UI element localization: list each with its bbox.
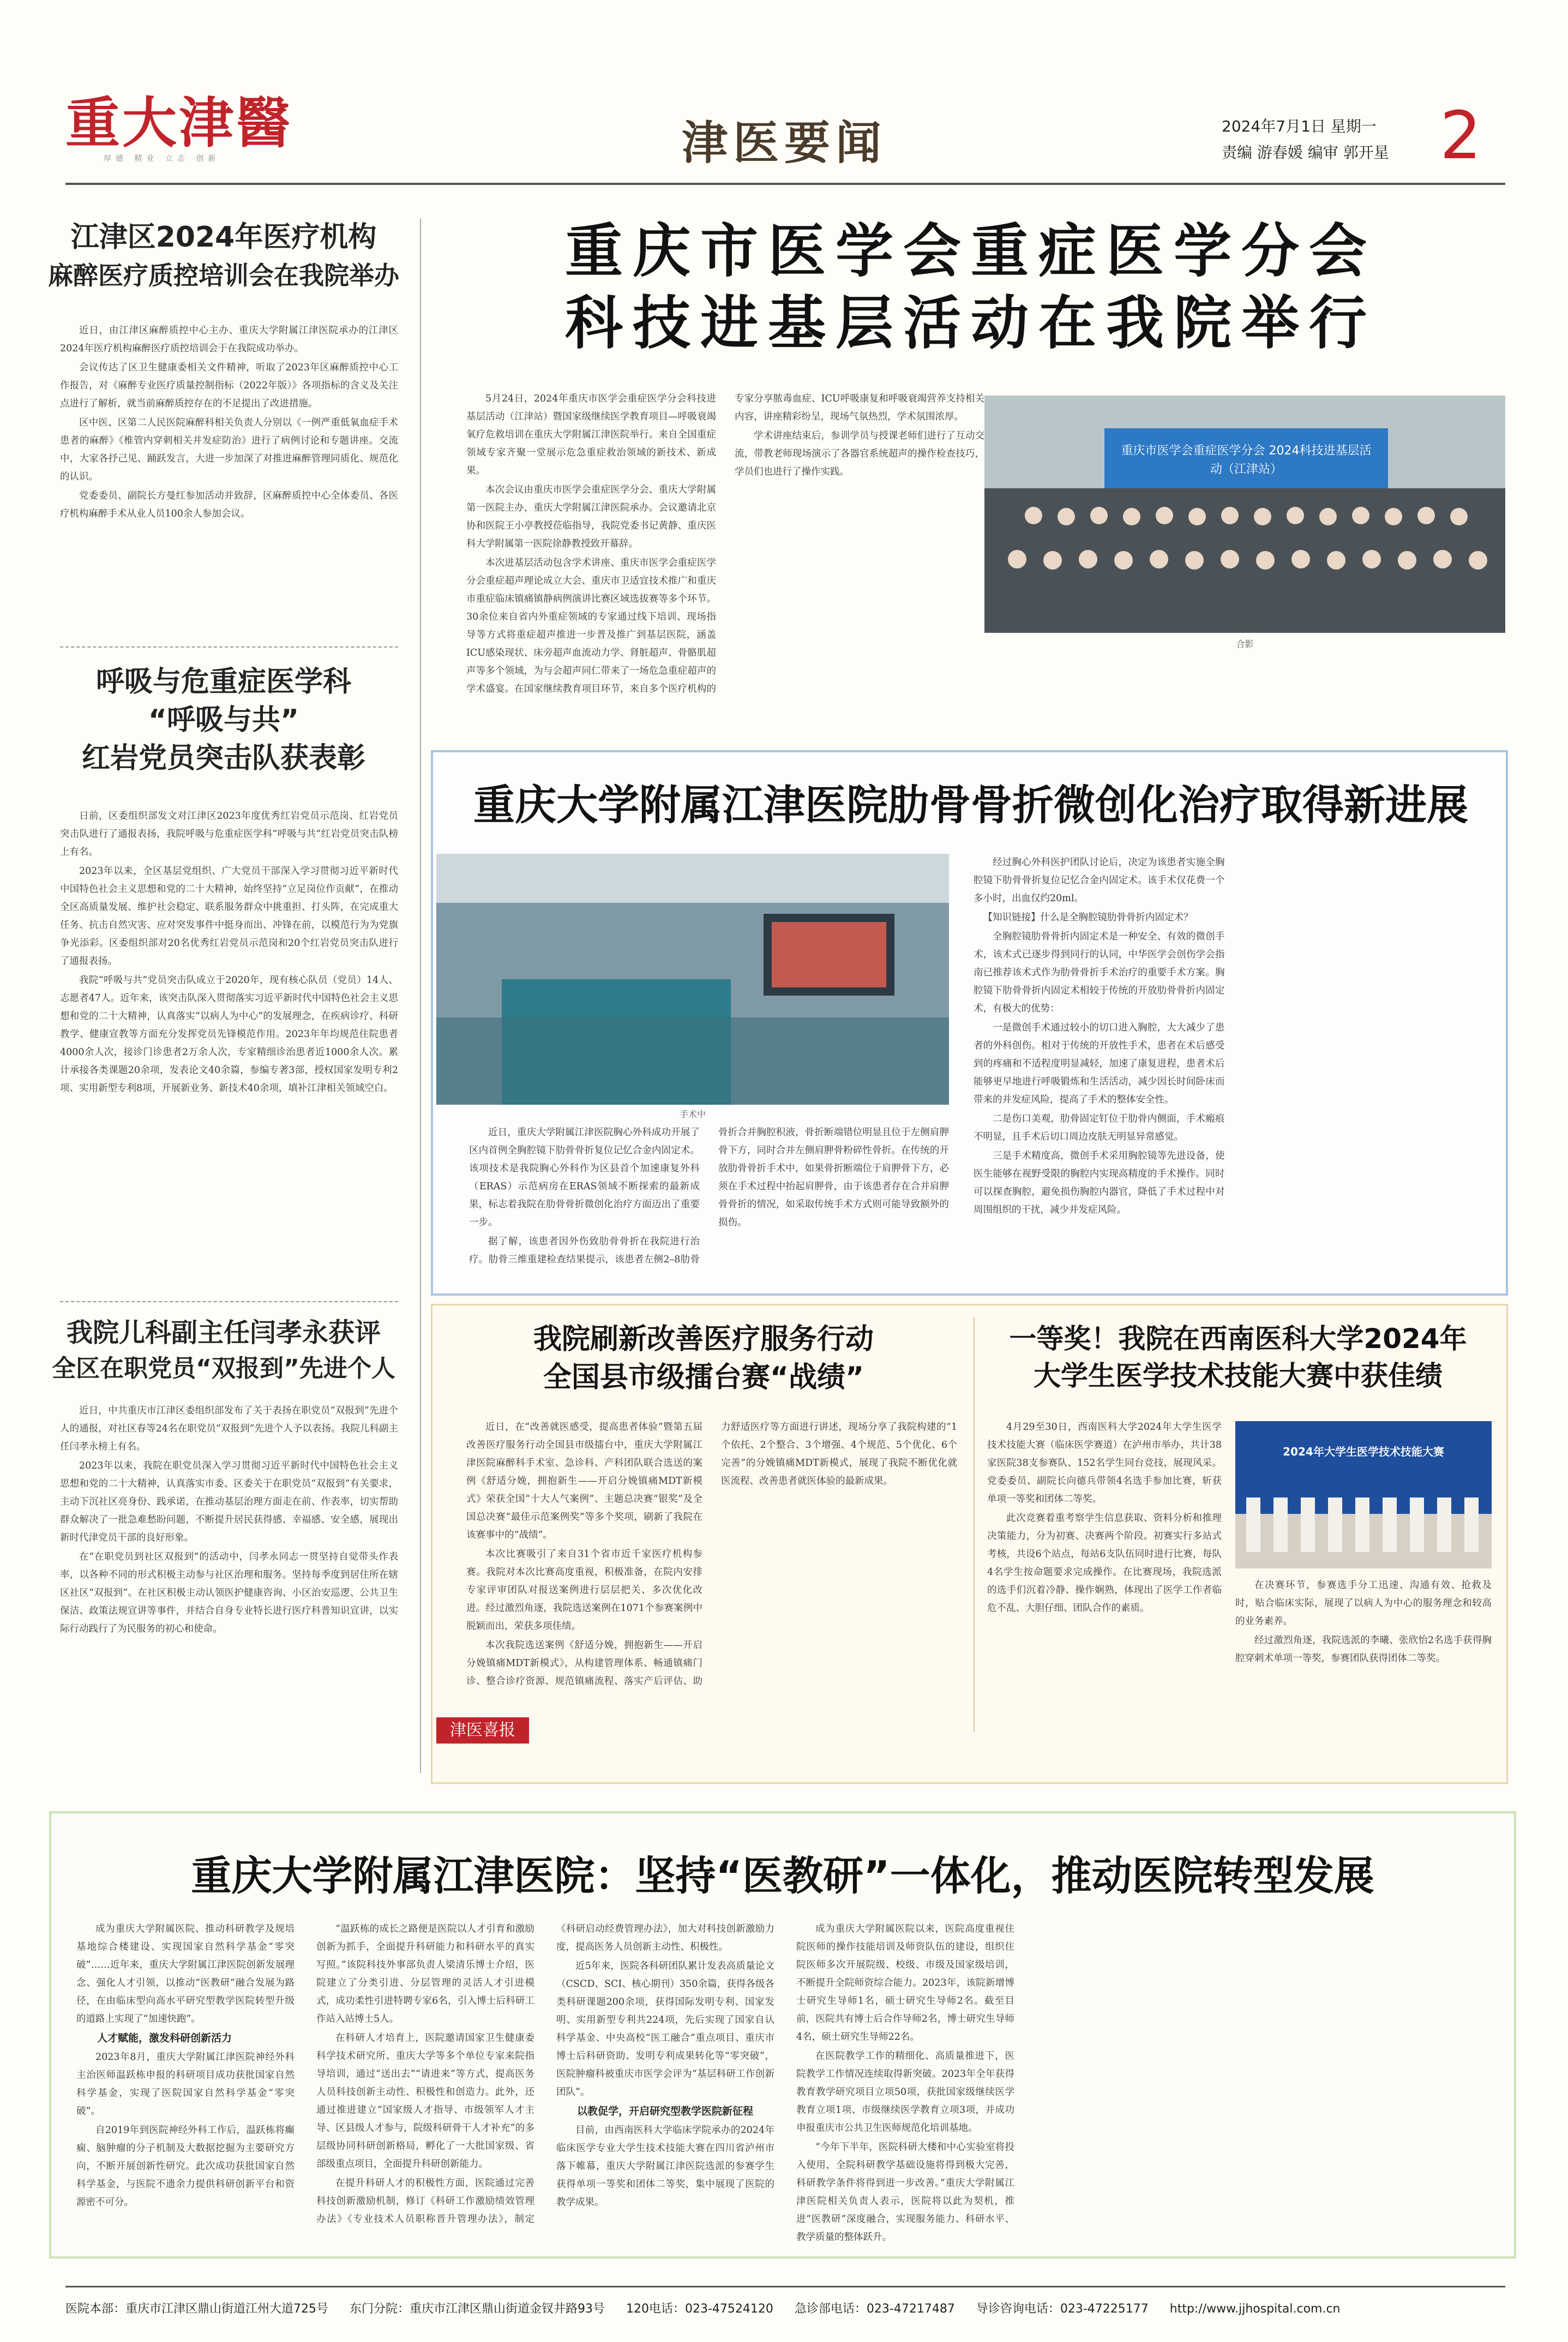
left-article-1-body (60, 322, 398, 524)
main-article-3-title-line-1: 我院刷新改善医疗服务行动 (533, 1323, 874, 1356)
section-subhead: 人才赋能，激发科研创新活力 (97, 2032, 232, 2044)
left-article-2-body (60, 807, 398, 1099)
group-photo-svg (984, 396, 1505, 633)
main-article-5-title: 重庆大学附属江津医院：坚持“医教研”一体化，推动医院转型发展 (191, 1853, 1374, 1900)
paragraph: 自2019年到医院神经外科工作后，温跃栋将癫痫、脑肿瘤的分子机制及大数据挖掘为主要研究方向，不断开展创新性研究。此次成功获批国家自然科学基金，与医院不遗余力提供科研创新平台和资源密不可分。 (76, 2125, 295, 2208)
editors: 责编 游春媛 编审 郭开星 (1222, 143, 1389, 161)
main-article-3-title-line-2: 全国县市级擂台赛“战绩” (543, 1361, 864, 1394)
main-article-4-title-line-2: 大学生医学技术技能大赛中获佳绩 (1034, 1360, 1443, 1392)
main-article-2-body-a (469, 1124, 949, 1282)
paragraph: 会议传达了区卫生健康委相关文件精神，听取了2023年区麻醉质控中心工作报告，对《麻醉专业医疗质量控制指标（2022年版）》各项指标的含义及关注点进行了解析，就当前麻醉质控存在的不足提出了改进措施。 (60, 362, 398, 409)
good-news-tag: 津医喜报 (436, 1717, 529, 1744)
knowledge-link: 【知识链接】什么是全胸腔镜肋骨骨折内固定术？ (983, 912, 1193, 923)
paragraph: 日前，区委组织部发文对江津区2023年度优秀红岩党员示范岗、红岩党员突击队进行了通报表扬，我院呼吸与危重症医学科“呼吸与共”红岩党员突击队榜上有名。 (60, 811, 398, 858)
paragraph: 学术讲座结束后，参训学员与授课老师们进行了互动交流，带教老师现场演示了各器官系统超声的操作检查技巧，学员们也进行了操作实践。 (735, 430, 984, 477)
paragraph: 成为重庆大学附属医院以来，医院高度重视住院医师的操作技能培训及师资队伍的建设，组织住院医师多次开展院级、校级、市级及国家级培训，不断提升全院师资综合能力。2023年，该院新增博士研究生导师1名，硕士研究生导师2名。截至目前，医院共有博士后合作导师2名，博士研究生导师4名，硕士研究生导师22名。 (796, 1924, 1014, 2042)
paragraph: 本次比赛吸引了来自31个省市近千家医疗机构参赛。我院对本次比赛高度重视，积极准备，在院内安排专家评审团队对报送案例进行层层把关、多次优化改进。经过激烈角逐，我院选送案例在1071个参赛案例中脱颖而出，荣获多项佳绩。 (466, 1549, 702, 1632)
main-article-1-title (436, 215, 1505, 360)
paragraph: 此次竞赛着重考察学生信息获取、资料分析和推理决策能力，分为初赛、决赛两个阶段。初赛实行多站式考核，共设6个站点，每站6支队伍同时进行比赛，每队4名学生按命题要求完成操作。在比赛现场，我院选派的选手们沉着冷静、操作娴熟，体现出了医学工作者临危不乱、大胆仔细、团队合作的素质。 (987, 1513, 1222, 1614)
left-article-3-title (44, 1315, 404, 1387)
paragraph: 在医院教学工作的精细化、高质量推进下，医院教学工作情况连续取得新突破。2023年全年获得教育教学研究项目立项50项，获批国家级继续医学教育立项1项、市级继续医学教育立项3项，并成功申报重庆市公共卫生医师规范化培训基地。 (796, 2051, 1014, 2134)
paragraph: 经过胸心外科医护团队讨论后，决定为该患者实施全胸腔镜下肋骨骨折复位记忆合金内固定术。该手术仅花费一个多小时，出血仅约20ml。 (974, 857, 1225, 904)
paragraph: 在“在职党员到社区双报到”的活动中，闫孝永同志一贯坚持自觉带头作表率，以各种不同的形式积极主动参与社区治理和服务。坚持每季度到居住所在辖区社区“双报到”。在社区积极主动认领医护健康咨询、小区治安巡逻、公共卫生保洁、政策法规宣讲等事件，并结合自身专业特长进行医疗科普知识宣讲，以实际行动践行了为民服务的初心和使命。 (60, 1552, 398, 1634)
footer-rule (65, 2286, 1505, 2287)
group-photo (984, 396, 1505, 633)
paragraph: “今年下半年，医院科研大楼和中心实验室将投入使用，全院科研教学基础设施将得到极大完善，科研教学条件将得到进一步改善。”重庆大学附属江津医院相关负责人表示，医院将以此为契机，推进“医教研”深度融合，实现服务能力、科研水平、教学质量的整体跃升。 (796, 2142, 1014, 2243)
paragraph: 二是伤口美观，肋骨固定钉位于肋骨内侧面，手术瘢痕不明显，且手术后切口周边皮肤无明显异常感觉。 (974, 1113, 1225, 1142)
main-article-4-body-b (1235, 1577, 1492, 1778)
surgery-photo-caption: 手术中 (679, 1109, 706, 1119)
top-rule (65, 183, 1505, 185)
footer-guide-phone: 导诊咨询电话：023-47225177 (976, 2302, 1149, 2316)
paragraph: 目前，由西南医科大学临床学院承办的2024年临床医学专业大学生技术技能大赛在四川省泸州市落下帷幕，重庆大学附属江津医院选派的参赛学生获得单项一等奖和团体二等奖，集中展现了医院的教学成果。 (556, 2125, 774, 2208)
left-article-2-title-line-2: “呼吸与共” (148, 704, 299, 736)
left-article-1-title-line-2: 麻醉医疗质控培训会在我院举办 (48, 261, 399, 290)
paragraph: 成为重庆大学附属医院、推动科研教学及规培基地综合楼建设、实现国家自然科学基金“零突破”……近年来，重庆大学附属江津医院创新发展理念、强化人才引领，以推动“医教研”融合发展为路径，在由临床型向高水平研究型教学医院转型升级的道路上实现了“加速快跑”。 (76, 1924, 295, 2024)
paragraph: 我院“呼吸与共”党员突击队成立于2020年，现有核心队员（党员）14人、志愿者47人。近年来，该突击队深入贯彻落实习近平新时代中国特色社会主义思想和党的二十大精神，认真落实“以病人为中心”的发展理念，在疾病诊疗、科研教学、健康宣教等方面充分发挥党员先锋模范作用。2023年年均规范住院患者4000余人次，接诊门诊患者2万余人次，专家精细诊治患者近1000余人次。累计承接各类课题20余项，发表论文40余篇，参编专著3部，授权国家发明专利2项、实用新型专利8项，开展新业务、新技术40余项，填补江津相关领域空白。 (60, 975, 398, 1094)
paragraph: 全胸腔镜肋骨骨折内固定术是一种安全、有效的微创手术，该术式已逐步得到同行的认同，中华医学会创伤学会指南已推荐该术式作为肋骨骨折手术治疗的重要手术方案。胸腔镜下肋骨骨折内固定术相较于传统的开放肋骨骨折内固定术，有极大的优势： (974, 931, 1225, 1014)
paragraph: 2023年以来，我院在职党员深入学习贯彻习近平新时代中国特色社会主义思想和党的二十大精神，认真落实市委、区委关于在职党员“双报到”有关要求，主动下沉社区亮身份、践承诺，在推动基层治理方面走在前、作表率，切实帮助群众解决了一批急难愁盼问题，不断提升居民获得感、幸福感、安全感，展现出新时代津党员干部的良好形象。 (60, 1460, 398, 1543)
paragraph: 近日，在“改善就医感受，提高患者体验”暨第五届改善医疗服务行动全国县市级擂台中，重庆大学附属江津医院麻醉科手术室、急诊科、产科团队联合选送的案例《舒适分娩，拥抱新生——开启分娩镇痛MDT新模式》荣获全国“十大人气案例”、主题总决赛“银奖”及全国总决赛“最佳示范案例奖”等多个奖项，刷新了我院在该赛事中的“战绩”。 (466, 1422, 702, 1541)
footer-main-address: 医院本部：重庆市江津区鼎山街道江州大道725号 (65, 2302, 328, 2316)
main-article-4-title-line-1: 一等奖！我院在西南医科大学2024年 (1009, 1323, 1467, 1355)
paragraph: 近5年来，医院各科研团队累计发表高质量论文（CSCD、SCI、核心期刊）350余篇，获得各级各类科研课题200余项，获得国际发明专利、国家发明、实用新型专利共224项，先后实现了国家自认科学基金、中央高校“医工融合”重点项目、重庆市博士后科研资助、发明专利成果转化等“零突破”，医院肿瘤科被重庆市医学会评为“基层科研工作创新团队”。 (556, 1961, 774, 2098)
paragraph: “温跃栋的成长之路便是医院以人才引育和激励创新为抓手，全面提升科研能力和科研水平的真实写照。”该院科技外事部负责人梁清乐博士介绍，医院建立了分类引进、分层管理的灵活人才引进模式，成功柔性引进特聘专家6名，引入博士后科研工作站入站博士5人。 (316, 1924, 534, 2024)
paragraph: 本次我院选送案例《舒适分娩，拥抱新生——开启分娩镇痛MDT新模式》，从构建管理体系、畅通镇痛门诊、整合诊疗资源、规范镇痛流程、落实产后评估、助力舒适医疗等方面进行讲述，现场分享了我院构建的“1个依托、2个整合、3个增强、4个规范、5个优化、6个完善”的分娩镇痛MDT新模式，展现了我院不断优化就医流程、改善患者就医体验的最新成果。 (466, 1422, 957, 1687)
page-number: 2 (1440, 98, 1482, 174)
main-article-1-title-line-2: 科技进基层活动在我院举行 (565, 290, 1377, 357)
paragraph: 近日，重庆大学附属江津医院胸心外科成功开展了区内首例全胸腔镜下肋骨骨折复位记忆合金内固定术。该项技术是我院胸心外科作为区县首个加速康复外科（ERAS）示范病房在ERAS领域不断探索的最新成果，标志着我院在肋骨骨折微创化治疗方面迈出了重要一步。 (469, 1127, 700, 1228)
left-article-3-body (60, 1402, 398, 1639)
paragraph: 党委委员、副院长方曼红参加活动并致辞，区麻醉质控中心全体委员、各医疗机构麻醉手术从业人员100余人参加会议。 (60, 490, 398, 519)
footer-emergency-phone: 急诊部电话：023-47217487 (794, 2302, 955, 2316)
paragraph: 2023年以来，全区基层党组织、广大党员干部深入学习贯彻习近平新时代中国特色社会主义思想和党的二十大精神，始终坚持“立足岗位作贡献”，在推动全区高质量发展、维护社会稳定、联系服务群众中挑重担、打头阵，在完成重大任务、抗击自然灾害、应对突发事件中挺身而出、冲锋在前，以模范行为为党旗争光添彩。区委组织部对20名优秀红岩党员示范岗和20个红岩党员突击队进行了通报表扬。 (60, 866, 398, 967)
main-article-1-body (466, 390, 984, 731)
paragraph: 本次进基层活动包含学术讲座、重庆市医学会重症医学分会重症超声理论成立大会、重庆市卫适宜技术推广和重庆市重症临床镇痛镇静病例演讲比赛区域选拔赛等多个环节。30余位来自省内外重症领域的专家通过线下培训、现场指导等方式将重症超声推进一步普及推广到基层医院，涵盖ICU感染现状、床旁超声血流动力学、肾脏超声、骨骼肌超声等多个领域，为与会超声同仁带来了一场危急重症超声的学术盛宴。在国家继续教育项目环节，来自多个医疗机构的专家分享脓毒血症、ICU呼吸康复和呼吸衰竭营养支持相关内容，讲座精彩纷呈，现场气氛热烈，学术氛围浓厚。 (466, 393, 984, 694)
left-article-1-title (44, 218, 404, 295)
newspaper-logo: 重大津醫 (65, 91, 292, 155)
main-article-2-body-b (974, 854, 1494, 1282)
surgery-photo-svg (436, 854, 949, 1105)
paragraph: 5月24日，2024年重庆市医学会重症医学分会科技进基层活动（江津站）暨国家级继续医学教育项目—呼吸衰竭氧疗危救培训在重庆大学附属江津医院举行。来自全国重症领域专家齐聚一堂展示危急重症救治领域的新技术、新成果。 (466, 393, 716, 476)
left-article-3-title-line-2: 全区在职党员“双报到”先进个人 (52, 1355, 395, 1382)
paragraph: 本次会议由重庆市医学会重症医学分会、重庆大学附属第一医院主办，重庆大学附属江津医院承办。会议邀请北京协和医院王小亭教授莅临指导，我院党委书记黄静、重庆医科大学附属第一医院徐静教授致开幕辞。 (466, 484, 716, 549)
section-title: 津医要闻 (682, 116, 887, 170)
main-article-3-title (436, 1320, 971, 1397)
paragraph: 经过激烈角逐，我院选派的李曦、张欣怡2名选手获得胸腔穿刺术单项一等奖，参赛团队获得团体二等奖。 (1235, 1635, 1492, 1664)
divider (60, 1301, 398, 1302)
main-article-4-body-a (987, 1418, 1222, 1784)
masthead (0, 0, 1568, 180)
main-article-3-body (466, 1418, 957, 1708)
main-article-2-title: 重庆大学附属江津医院肋骨骨折微创化治疗取得新进展 (473, 781, 1468, 829)
footer-east-address: 东门分院：重庆市江津区鼎山街道金钗井路93号 (350, 2302, 605, 2316)
section-subhead: 以教促学，开启研究型教学医院新征程 (577, 2105, 754, 2117)
award-photo (1235, 1421, 1492, 1568)
paragraph: 区中医、区第二人民医院麻醉科相关负责人分别以《一例严重低氧血症手术患者的麻醉》《椎管内穿刺相关并发症防治》进行了病例讨论和专题讲座。交流中，大家各抒己见、踊跃发言，大进一步加深了对推进麻醉管理同质化、规范化的认识。 (60, 417, 398, 482)
paragraph: 4月29至30日，西南医科大学2024年大学生医学技术技能大赛（临床医学赛道）在泸州市举办，共计38家医院38支参赛队、152名学生同台竞技，展现风采。党委委员、副院长向德兵带领4名选手参加比赛，斩获单项一等奖和团体二等奖。 (987, 1422, 1222, 1505)
paragraph: 近日，由江津区麻醉质控中心主办、重庆大学附属江津医院承办的江津区2024年医疗机构麻醉医疗质控培训会于在我院成功举办。 (60, 325, 398, 354)
surgery-photo (436, 854, 949, 1105)
logo-subtitle: 厚德 精业 立志 创新 (104, 154, 220, 163)
left-article-1-title-line-1: 江津区2024年医疗机构 (70, 221, 377, 254)
main-article-1-title-line-1: 重庆市医学会重症医学分会 (565, 218, 1377, 285)
column-divider (420, 218, 421, 1773)
paragraph: 在提升科研人才的积极性方面，医院通过完善科技创新激励机制，修订《科研工作激励绩效管理办法》《专业技术人员职称晋升管理办法》，制定《科研启动经费管理办法》，加大对科技创新激励力度，提高医务人员创新主动性、积极性。 (316, 1924, 774, 2225)
paragraph: 在决赛环节，参赛选手分工迅速、沟通有效、抢救及时，贴合临床实际，展现了以病人为中心的服务理念和较高的业务素养。 (1235, 1580, 1492, 1627)
award-photo-banner: 2024年大学生医学技术技能大赛 (1283, 1445, 1444, 1458)
footer-120-phone: 120电话：023-47524120 (626, 2302, 773, 2316)
left-article-2-title-line-3: 红岩党员突击队获表彰 (81, 742, 365, 775)
footer-website-link[interactable]: http://www.jjhospital.com.cn (1169, 2302, 1341, 2316)
left-article-2-title-line-1: 呼吸与危重症医学科 (95, 666, 351, 698)
group-photo-caption: 合影 (1236, 639, 1254, 649)
left-article-3-title-line-1: 我院儿科副主任闫孝永获评 (66, 1317, 381, 1348)
group-photo-banner: 重庆市医学会重症医学分会 2024科技进基层活动（江津站） (1121, 444, 1372, 476)
left-article-2-title (44, 663, 404, 777)
main-article-5-body (76, 1920, 1494, 2248)
paragraph: 近日，中共重庆市江津区委组织部发布了关于表扬在职党员“双报到”先进个人的通报，对社区春等24名在职党员“双报到”先进个人予以表扬。我院儿科副主任闫孝永榜上有名。 (60, 1405, 398, 1452)
footer (65, 2299, 1505, 2316)
paragraph: 一是微创手术通过较小的切口进入胸腔，大大减少了患者的外科创伤。相对于传统的开放性手术，患者在术后感受到的疼痛和不适程度明显减轻，加速了康复进程，患者术后能够更早地进行呼吸锻炼和生活活动，减少因长时间卧床而带来的并发症风险，提高了手术的整体安全性。 (974, 1022, 1225, 1105)
main-article-4-title (971, 1320, 1505, 1394)
divider (60, 646, 398, 648)
paragraph: 在科研人才培育上，医院邀请国家卫生健康委科学技术研究所、重庆大学等多个单位专家来院指导培训，通过“送出去”“请进来”等方式，提高医务人员科技创新主动性、积极性和创造力。此外，还通过推进建立“国家级人才指导、市级领军人才主导、区县级人才参与，院级科研骨干人才补充”的多层级协同科研创新格局，孵化了一大批国家级、省部级重点项目，全面提升科研创新能力。 (316, 2033, 534, 2170)
paragraph: 2023年8月，重庆大学附属江津医院神经外科主治医师温跃栋申报的科研项目成功获批国家自然科学基金，实现了医院国家自然科学基金“零突破”。 (76, 2052, 295, 2117)
paragraph: 三是手术精度高，微创手术采用胸腔镜等先进设备，使医生能够在视野受限的胸腔内实现高精度的手术操作。同时可以探查胸腔，避免损伤胸腔内器官，降低了手术过程中对周围组织的干扰，减少并发症风险。 (974, 1151, 1225, 1215)
paragraph: 据了解，该患者因外伤致肋骨骨折在我院进行治疗。肋骨三维重建检查结果提示，该患者左侧2–8肋骨骨折合并胸腔积液，骨折断端错位明显且位于左侧肩胛骨下方，同时合并左侧肩胛骨粉碎性骨折。在传统的开放肋骨骨折手术中，如果骨折断端位于肩胛骨下方，必须在手术过程中抬起肩胛骨，由于该患者存在合并肩胛骨骨折的情况，如采取传统手术方式则可能导致额外的损伤。 (469, 1127, 949, 1265)
issue-date: 2024年7月1日 星期一 (1222, 117, 1377, 135)
